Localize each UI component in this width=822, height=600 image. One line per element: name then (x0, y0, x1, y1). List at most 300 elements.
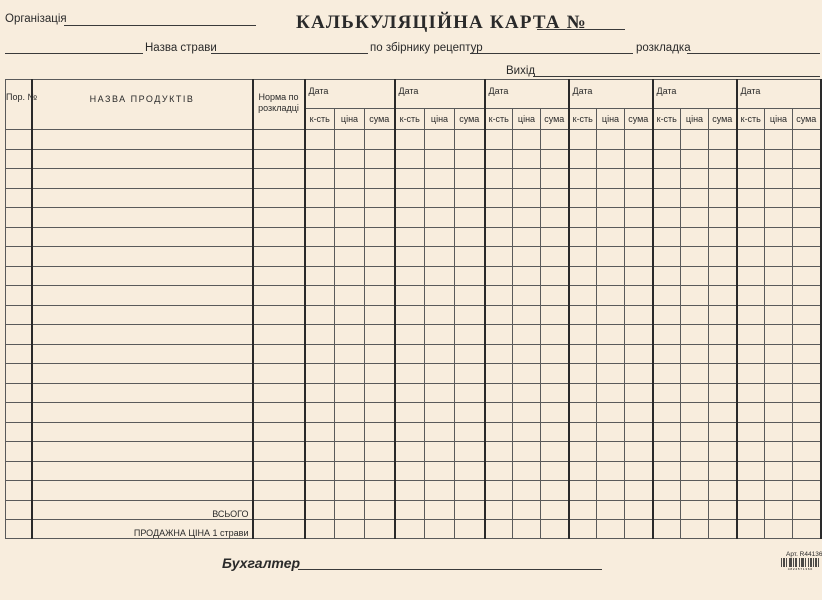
table-cell[interactable] (793, 149, 821, 169)
table-cell[interactable] (425, 305, 455, 325)
table-cell[interactable] (765, 519, 793, 538)
table-cell[interactable] (425, 149, 455, 169)
table-cell[interactable] (513, 286, 541, 306)
table-cell[interactable] (709, 188, 737, 208)
table-cell[interactable] (305, 422, 335, 442)
table-cell[interactable] (365, 266, 395, 286)
table-cell[interactable] (625, 325, 653, 345)
table-cell[interactable] (681, 130, 709, 150)
table-cell[interactable] (365, 188, 395, 208)
table-cell[interactable] (425, 344, 455, 364)
table-cell[interactable] (455, 286, 485, 306)
table-cell[interactable] (541, 519, 569, 538)
table-cell[interactable] (597, 344, 625, 364)
table-cell[interactable] (793, 286, 821, 306)
table-cell[interactable] (455, 364, 485, 384)
table-cell[interactable] (6, 481, 32, 501)
table-cell[interactable] (425, 519, 455, 538)
table-cell[interactable] (513, 247, 541, 267)
table-cell[interactable] (541, 130, 569, 150)
table-cell[interactable] (253, 305, 305, 325)
table-cell[interactable] (305, 247, 335, 267)
table-cell[interactable] (32, 188, 253, 208)
table-cell[interactable] (569, 403, 597, 423)
table-cell[interactable] (541, 403, 569, 423)
table-cell[interactable] (625, 422, 653, 442)
table-cell[interactable] (425, 461, 455, 481)
table-cell[interactable] (513, 266, 541, 286)
table-cell[interactable] (425, 500, 455, 519)
table-cell[interactable] (6, 227, 32, 247)
table-cell[interactable] (793, 383, 821, 403)
table-cell[interactable] (681, 325, 709, 345)
table-cell[interactable] (395, 266, 425, 286)
table-cell[interactable] (335, 422, 365, 442)
table-cell[interactable] (253, 130, 305, 150)
table-cell[interactable] (597, 169, 625, 189)
table-cell[interactable] (653, 344, 681, 364)
table-cell[interactable] (681, 188, 709, 208)
table-cell[interactable] (365, 247, 395, 267)
table-cell[interactable] (653, 305, 681, 325)
table-cell[interactable] (681, 461, 709, 481)
table-cell[interactable] (305, 344, 335, 364)
table-cell[interactable] (305, 266, 335, 286)
date-header-5[interactable]: Дата (653, 80, 737, 109)
table-cell[interactable] (335, 149, 365, 169)
table-cell[interactable] (455, 403, 485, 423)
table-cell[interactable] (709, 422, 737, 442)
table-cell[interactable] (335, 364, 365, 384)
table-cell[interactable] (253, 364, 305, 384)
table-cell[interactable] (395, 519, 425, 538)
table-cell[interactable] (625, 188, 653, 208)
table-cell[interactable] (305, 208, 335, 228)
table-cell[interactable] (253, 169, 305, 189)
table-cell[interactable] (485, 481, 513, 501)
table-cell[interactable] (793, 481, 821, 501)
table-cell[interactable] (569, 344, 597, 364)
organization-field[interactable] (64, 25, 256, 26)
table-cell[interactable] (253, 286, 305, 306)
table-cell[interactable] (395, 130, 425, 150)
table-cell[interactable] (793, 442, 821, 462)
table-cell[interactable] (793, 305, 821, 325)
table-cell[interactable] (737, 403, 765, 423)
table-cell[interactable] (335, 519, 365, 538)
table-cell[interactable] (569, 364, 597, 384)
table-cell[interactable] (681, 305, 709, 325)
table-cell[interactable] (569, 130, 597, 150)
table-cell[interactable] (335, 325, 365, 345)
table-cell[interactable] (365, 286, 395, 306)
table-cell[interactable] (737, 500, 765, 519)
table-cell[interactable] (305, 305, 335, 325)
table-cell[interactable] (709, 461, 737, 481)
table-cell[interactable] (653, 188, 681, 208)
table-cell[interactable] (6, 325, 32, 345)
table-cell[interactable] (765, 169, 793, 189)
table-cell[interactable] (485, 208, 513, 228)
date-header-6[interactable]: Дата (737, 80, 821, 109)
table-cell[interactable] (681, 383, 709, 403)
table-cell[interactable] (597, 422, 625, 442)
table-cell[interactable] (485, 227, 513, 247)
table-cell[interactable] (485, 325, 513, 345)
table-cell[interactable] (305, 519, 335, 538)
table-cell[interactable] (6, 500, 32, 519)
table-cell[interactable] (653, 149, 681, 169)
table-cell[interactable] (395, 188, 425, 208)
table-cell[interactable] (32, 422, 253, 442)
table-cell[interactable] (32, 383, 253, 403)
table-cell[interactable] (793, 247, 821, 267)
table-cell[interactable] (597, 227, 625, 247)
table-cell[interactable] (597, 442, 625, 462)
table-cell[interactable] (793, 227, 821, 247)
table-cell[interactable] (395, 325, 425, 345)
table-cell[interactable] (305, 442, 335, 462)
table-cell[interactable] (425, 130, 455, 150)
table-cell[interactable] (709, 208, 737, 228)
table-cell[interactable] (365, 481, 395, 501)
table-cell[interactable] (513, 364, 541, 384)
table-cell[interactable] (681, 442, 709, 462)
table-cell[interactable] (365, 422, 395, 442)
table-cell[interactable] (335, 169, 365, 189)
table-cell[interactable] (513, 442, 541, 462)
table-cell[interactable] (597, 403, 625, 423)
table-cell[interactable] (6, 266, 32, 286)
table-cell[interactable] (737, 519, 765, 538)
table-cell[interactable] (541, 325, 569, 345)
table-cell[interactable] (513, 461, 541, 481)
table-cell[interactable] (6, 305, 32, 325)
table-cell[interactable] (365, 325, 395, 345)
table-cell[interactable] (6, 442, 32, 462)
table-cell[interactable] (625, 130, 653, 150)
table-cell[interactable] (335, 442, 365, 462)
table-cell[interactable] (597, 286, 625, 306)
table-cell[interactable] (335, 344, 365, 364)
table-cell[interactable] (653, 403, 681, 423)
table-cell[interactable] (485, 519, 513, 538)
table-cell[interactable] (513, 149, 541, 169)
table-cell[interactable] (6, 286, 32, 306)
table-cell[interactable] (513, 403, 541, 423)
table-cell[interactable] (569, 383, 597, 403)
table-cell[interactable] (765, 227, 793, 247)
table-cell[interactable] (597, 130, 625, 150)
table-cell[interactable] (365, 149, 395, 169)
table-cell[interactable] (653, 227, 681, 247)
table-cell[interactable] (541, 442, 569, 462)
table-cell[interactable] (455, 266, 485, 286)
table-cell[interactable] (395, 286, 425, 306)
table-cell[interactable] (765, 481, 793, 501)
table-cell[interactable] (765, 344, 793, 364)
table-cell[interactable] (653, 422, 681, 442)
table-cell[interactable] (253, 344, 305, 364)
table-cell[interactable] (425, 442, 455, 462)
table-cell[interactable] (765, 208, 793, 228)
table-cell[interactable] (653, 519, 681, 538)
table-cell[interactable] (513, 344, 541, 364)
table-cell[interactable] (793, 519, 821, 538)
table-cell[interactable] (485, 266, 513, 286)
table-cell[interactable] (625, 403, 653, 423)
table-cell[interactable] (681, 403, 709, 423)
table-cell[interactable] (597, 519, 625, 538)
table-cell[interactable] (425, 169, 455, 189)
table-cell[interactable] (485, 188, 513, 208)
table-cell[interactable] (765, 266, 793, 286)
table-cell[interactable] (365, 305, 395, 325)
table-cell[interactable] (335, 383, 365, 403)
table-cell[interactable] (597, 461, 625, 481)
table-cell[interactable] (305, 364, 335, 384)
table-cell[interactable] (455, 519, 485, 538)
table-cell[interactable] (395, 344, 425, 364)
table-cell[interactable] (365, 519, 395, 538)
table-cell[interactable] (681, 286, 709, 306)
table-cell[interactable] (335, 481, 365, 501)
table-cell[interactable] (625, 227, 653, 247)
table-cell[interactable] (737, 188, 765, 208)
table-cell[interactable] (513, 481, 541, 501)
table-cell[interactable] (541, 500, 569, 519)
table-cell[interactable] (569, 442, 597, 462)
table-cell[interactable] (335, 130, 365, 150)
table-cell[interactable] (455, 149, 485, 169)
table-cell[interactable] (709, 481, 737, 501)
table-cell[interactable] (541, 247, 569, 267)
table-cell[interactable] (32, 344, 253, 364)
table-cell[interactable] (32, 266, 253, 286)
table-cell[interactable] (709, 383, 737, 403)
table-cell[interactable] (335, 227, 365, 247)
table-cell[interactable] (253, 188, 305, 208)
table-cell[interactable] (305, 149, 335, 169)
table-cell[interactable] (513, 208, 541, 228)
table-cell[interactable] (485, 422, 513, 442)
table-cell[interactable] (305, 481, 335, 501)
table-cell[interactable] (765, 364, 793, 384)
table-cell[interactable] (6, 247, 32, 267)
table-cell[interactable] (737, 364, 765, 384)
table-cell[interactable] (737, 130, 765, 150)
table-cell[interactable] (455, 130, 485, 150)
table-cell[interactable] (709, 169, 737, 189)
table-cell[interactable] (737, 305, 765, 325)
table-cell[interactable] (395, 169, 425, 189)
table-cell[interactable] (541, 208, 569, 228)
table-cell[interactable] (541, 266, 569, 286)
table-cell[interactable] (485, 247, 513, 267)
table-cell[interactable] (32, 403, 253, 423)
table-cell[interactable] (681, 247, 709, 267)
table-cell[interactable] (597, 149, 625, 169)
table-cell[interactable] (541, 481, 569, 501)
table-cell[interactable] (513, 325, 541, 345)
table-cell[interactable] (455, 461, 485, 481)
table-cell[interactable] (681, 149, 709, 169)
table-cell[interactable] (395, 500, 425, 519)
table-cell[interactable] (737, 227, 765, 247)
table-cell[interactable] (625, 442, 653, 462)
table-cell[interactable] (395, 227, 425, 247)
table-cell[interactable] (625, 364, 653, 384)
table-cell[interactable] (335, 461, 365, 481)
table-cell[interactable] (653, 325, 681, 345)
table-cell[interactable] (653, 130, 681, 150)
table-cell[interactable] (395, 461, 425, 481)
table-cell[interactable] (305, 325, 335, 345)
table-cell[interactable] (709, 130, 737, 150)
table-cell[interactable] (6, 403, 32, 423)
table-cell[interactable] (455, 500, 485, 519)
table-cell[interactable] (485, 305, 513, 325)
table-cell[interactable] (513, 305, 541, 325)
table-cell[interactable] (32, 169, 253, 189)
table-cell[interactable] (625, 344, 653, 364)
table-cell[interactable] (6, 208, 32, 228)
table-cell[interactable] (6, 169, 32, 189)
yield-field[interactable] (533, 76, 820, 77)
table-cell[interactable] (793, 364, 821, 384)
table-cell[interactable] (305, 461, 335, 481)
table-cell[interactable] (681, 519, 709, 538)
table-cell[interactable] (455, 227, 485, 247)
table-cell[interactable] (653, 266, 681, 286)
table-cell[interactable] (569, 481, 597, 501)
table-cell[interactable] (305, 188, 335, 208)
table-cell[interactable] (335, 286, 365, 306)
table-cell[interactable] (32, 130, 253, 150)
table-cell[interactable] (425, 481, 455, 501)
table-cell[interactable] (681, 266, 709, 286)
table-cell[interactable] (541, 422, 569, 442)
table-cell[interactable] (765, 247, 793, 267)
table-cell[interactable] (253, 383, 305, 403)
table-cell[interactable] (32, 442, 253, 462)
table-cell[interactable] (485, 130, 513, 150)
table-cell[interactable] (709, 500, 737, 519)
table-cell[interactable] (653, 247, 681, 267)
table-cell[interactable] (6, 188, 32, 208)
table-cell[interactable] (513, 188, 541, 208)
table-cell[interactable] (253, 247, 305, 267)
table-cell[interactable] (737, 149, 765, 169)
table-cell[interactable] (365, 403, 395, 423)
table-cell[interactable] (395, 247, 425, 267)
table-cell[interactable] (597, 305, 625, 325)
table-cell[interactable] (793, 422, 821, 442)
table-cell[interactable] (793, 325, 821, 345)
table-cell[interactable] (485, 286, 513, 306)
table-cell[interactable] (425, 208, 455, 228)
table-cell[interactable] (305, 500, 335, 519)
table-cell[interactable] (653, 481, 681, 501)
table-cell[interactable] (485, 344, 513, 364)
table-cell[interactable] (365, 130, 395, 150)
table-cell[interactable] (253, 461, 305, 481)
table-cell[interactable] (765, 286, 793, 306)
table-cell[interactable] (597, 247, 625, 267)
table-cell[interactable] (485, 149, 513, 169)
table-cell[interactable] (6, 364, 32, 384)
table-cell[interactable] (793, 266, 821, 286)
table-cell[interactable] (253, 325, 305, 345)
table-cell[interactable] (709, 344, 737, 364)
table-cell[interactable] (513, 227, 541, 247)
table-cell[interactable] (569, 169, 597, 189)
table-cell[interactable] (425, 247, 455, 267)
table-cell[interactable] (32, 325, 253, 345)
table-cell[interactable] (765, 188, 793, 208)
table-cell[interactable] (541, 364, 569, 384)
table-cell[interactable] (6, 149, 32, 169)
table-cell[interactable] (513, 500, 541, 519)
table-cell[interactable] (653, 169, 681, 189)
table-cell[interactable] (455, 169, 485, 189)
table-cell[interactable] (737, 247, 765, 267)
table-cell[interactable] (541, 383, 569, 403)
table-cell[interactable] (709, 364, 737, 384)
table-cell[interactable] (737, 266, 765, 286)
table-cell[interactable] (569, 286, 597, 306)
table-cell[interactable] (305, 383, 335, 403)
table-cell[interactable] (765, 383, 793, 403)
table-cell[interactable] (305, 403, 335, 423)
table-cell[interactable] (597, 266, 625, 286)
table-cell[interactable] (625, 149, 653, 169)
table-cell[interactable] (32, 247, 253, 267)
table-cell[interactable] (793, 500, 821, 519)
table-cell[interactable] (513, 422, 541, 442)
table-cell[interactable] (425, 188, 455, 208)
table-cell[interactable] (681, 227, 709, 247)
date-header-4[interactable]: Дата (569, 80, 653, 109)
table-cell[interactable] (425, 403, 455, 423)
accountant-signature-field[interactable] (298, 569, 602, 570)
table-cell[interactable] (653, 500, 681, 519)
table-cell[interactable] (569, 325, 597, 345)
table-cell[interactable] (541, 344, 569, 364)
table-cell[interactable] (253, 208, 305, 228)
table-cell[interactable] (425, 266, 455, 286)
table-cell[interactable] (625, 383, 653, 403)
table-cell[interactable] (455, 188, 485, 208)
table-cell[interactable] (569, 188, 597, 208)
table-cell[interactable] (681, 481, 709, 501)
table-cell[interactable] (709, 519, 737, 538)
table-cell[interactable] (597, 500, 625, 519)
table-cell[interactable] (709, 149, 737, 169)
table-cell[interactable] (653, 364, 681, 384)
table-cell[interactable] (737, 325, 765, 345)
table-cell[interactable] (455, 208, 485, 228)
table-cell[interactable] (737, 208, 765, 228)
table-cell[interactable] (455, 344, 485, 364)
table-cell[interactable] (681, 422, 709, 442)
table-cell[interactable] (541, 188, 569, 208)
table-cell[interactable] (305, 130, 335, 150)
table-cell[interactable] (395, 383, 425, 403)
table-cell[interactable] (513, 169, 541, 189)
table-cell[interactable] (681, 500, 709, 519)
table-cell[interactable] (335, 305, 365, 325)
